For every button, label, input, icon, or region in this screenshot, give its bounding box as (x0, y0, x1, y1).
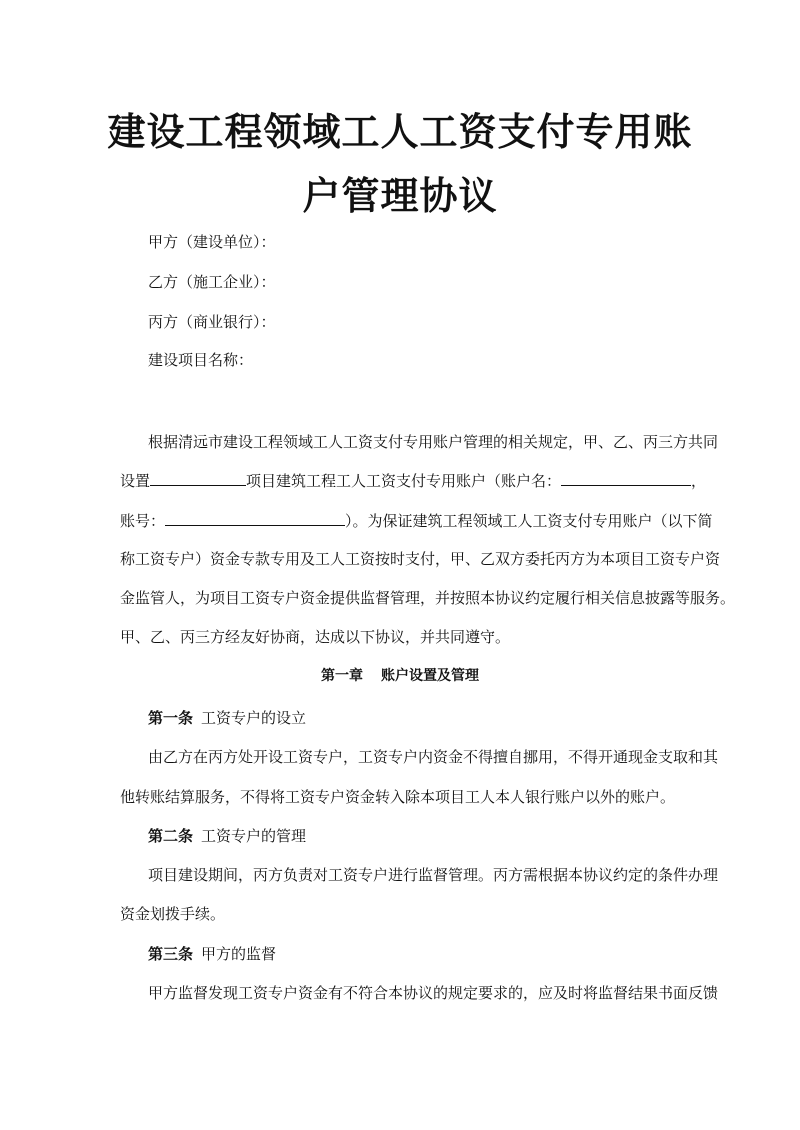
chapter-title: 账户设置及管理 (381, 668, 479, 684)
account-name-blank (561, 470, 691, 486)
party-b-label: 乙方（施工企业）： (148, 273, 276, 291)
preamble-line-3-part-b: ）。为保证建筑工程领域工人工资支付专用账户（以下简 (345, 512, 713, 530)
article-text-line: 他转账结算服务，不得将工资专户资金转入除本项目工人本人银行账户以外的账户。 (120, 788, 676, 806)
preamble-line-3-part-a: 账号： (120, 512, 166, 530)
document-title-line-2: 户管理协议 (302, 173, 498, 218)
article-title: 工资专户的设立 (201, 709, 307, 727)
document-title-line-1: 建设工程领域工人工资支付专用账 (107, 109, 693, 154)
article-title: 工资专户的管理 (201, 827, 307, 845)
article-heading (148, 708, 306, 728)
article-number: 第二条 (148, 827, 194, 845)
article-text-line: 项目建设期间，丙方负责对工资专户进行监督管理。丙方需根据本协议约定的条件办理 (148, 866, 719, 884)
preamble-line-1: 根据清远市建设工程领域工人工资支付专用账户管理的相关规定，甲、乙、丙三方共同 (148, 433, 719, 451)
project-name-label: 建设项目名称： (148, 351, 254, 369)
article-heading (148, 944, 276, 964)
preamble-line-5: 金监管人，为项目工资专户资金提供监督管理，并按照本协议约定履行相关信息披露等服务。 (120, 589, 736, 607)
preamble-line-2-part-c: ， (691, 472, 707, 490)
preamble-line-2-part-a: 设置 (120, 472, 151, 490)
preamble-line-6: 甲、乙、丙三方经友好协商，达成以下协议，并共同遵守。 (120, 628, 511, 646)
party-a-label: 甲方（建设单位）： (148, 233, 276, 251)
preamble-line-4: 称工资专户）资金专款专用及工人工资按时支付，甲、乙双方委托丙方为本项目工资专户资 (120, 550, 721, 568)
preamble-line-2-part-b: 项目建筑工程工人工资支付专用账户（账户名： (246, 472, 562, 490)
chapter-heading (0, 666, 800, 686)
article-text-line: 资金划拨手续。 (120, 905, 226, 923)
preamble-line-3 (120, 510, 713, 531)
preamble-line-2 (120, 470, 707, 491)
article-heading (148, 826, 306, 846)
article-text-line: 甲方监督发现工资专户资金有不符合本协议的规定要求的，应及时将监督结果书面反馈 (148, 984, 719, 1002)
article-title: 甲方的监督 (201, 945, 277, 963)
chapter-number: 第一章 (321, 668, 363, 684)
article-number: 第一条 (148, 709, 194, 727)
project-blank (150, 470, 246, 486)
party-c-label: 丙方（商业银行）： (148, 313, 276, 331)
account-number-blank (165, 510, 345, 526)
article-text-line: 由乙方在丙方处开设工资专户，工资专户内资金不得擅自挪用，不得开通现金支取和其 (148, 748, 719, 766)
article-number: 第三条 (148, 945, 194, 963)
